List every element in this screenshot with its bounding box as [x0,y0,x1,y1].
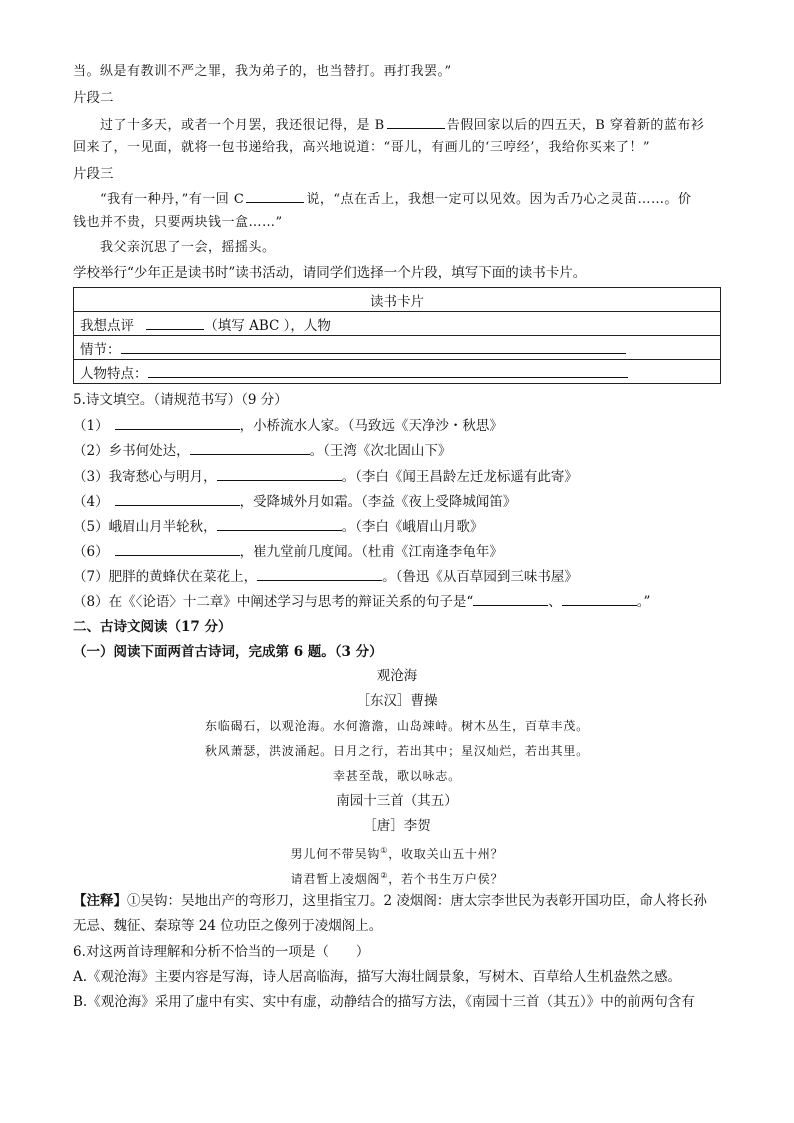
notes-line: 无忌、魏征、秦琼等 24 位功臣之像列于凌烟阁上。 [73,918,383,934]
segment-label: 片段二 [73,90,114,106]
card-choice-blank[interactable] [146,317,204,330]
card-plot-blank[interactable] [121,341,626,354]
answer-blank[interactable] [257,566,382,581]
section-2-title: 二、古诗文阅读（17 分） [73,619,232,635]
passage-line: 过了十多天，或者一个月罢，我还很记得，是 B 告假回家以后的四五天，B 穿着新的蓝布衫 [100,114,704,136]
question-5-title: 5.诗文填空。（请规范书写）（9 分） [73,392,288,408]
answer-blank[interactable] [562,591,637,606]
answer-blank[interactable] [115,491,240,506]
poem-1-title: 观沧海 [376,668,418,684]
passage-line: 回来了，一见面，就将一包书递给我，高兴地说道：“哥儿，有画儿的‘三哼经’，我给你买来了！” [73,140,651,155]
q5-item-6: （6） ，崔九堂前几度闻。（杜甫《江南逢李龟年》 [73,541,503,562]
passage-line: “我有一种丹，”有一回 C 说，“点在舌上，我想一定可以见效。因为舌乃心之灵苗……。价 [100,188,692,210]
q5-item-3: （3）我寄愁心与明月， 。（李白《闻王昌龄左迁龙标遥有此寄》 [73,466,578,487]
card-row-comment: 我想点评 （填写 ABC ），人物 [74,312,721,336]
poem-1-line: 东临碣石，以观沧海。水何澹澹，山岛竦峙。树木丛生，百草丰茂。 [204,719,589,733]
q5-item-4: （4） ，受降城外月如霜。（李益《夜上受降城闻笛》 [73,491,516,512]
answer-blank[interactable] [115,415,240,430]
q5-item-8: （8）在《〈论语〉十二章》中阐述学习与思考的辩证关系的句子是“ 、 。” [73,591,650,612]
card-traits-blank[interactable] [148,365,628,378]
poem-2-line: 男儿何不带吴钩①，收取关山五十州？ [290,846,504,861]
poem-2-line: 请君暂上凌烟阁②，若个书生万户侯？ [290,871,504,886]
notes-line: 【注释】①吴钩：吴地出产的弯形刀，这里指宝刀。2 凌烟阁：唐太宗李世民为表彰开国功臣，命人将长孙 [73,893,707,909]
answer-blank[interactable] [217,466,342,481]
poem-1-line: 秋风萧瑟，洪波涌起。日月之行，若出其中；星汉灿烂，若出其里。 [204,744,589,758]
passage-line: 我父亲沉思了一会，摇摇头。 [100,240,276,255]
answer-blank[interactable] [190,440,310,455]
answer-blank[interactable] [387,114,445,129]
q5-item-7: （7）肥胖的黄蜂伏在菜花上， 。（鲁迅《从百草园到三味书屋》 [73,566,578,587]
segment-label: 片段三 [73,166,114,182]
passage-line: 钱也并不贵，只要两块钱一盒……” [73,215,283,230]
poem-1-author: ［东汉］曹操 [356,693,438,709]
answer-blank[interactable] [246,188,304,203]
poem-1-line: 幸甚至哉，歌以咏志。 [332,769,461,783]
q5-item-1: （1） ，小桥流水人家。（马致远《天净沙・秋思》 [73,415,503,436]
poem-2-author: ［唐］李贺 [363,818,431,834]
answer-blank[interactable] [115,541,240,556]
card-row-traits: 人物特点： [74,360,721,384]
q5-item-2: （2）乡书何处达， 。（王湾《次北固山下》 [73,440,451,461]
card-row-plot: 情节： [74,336,721,360]
q6-option-b[interactable]: B.《观沧海》采用了虚中有实、实中有虚，动静结合的描写方法，《南园十三首（其五）》中的前两句含有 [73,994,695,1010]
passage-line: 当。纵是有教训不严之罪，我为弟子的，也当替打。再打我罢。” [73,64,452,79]
section-2-subtitle: （一）阅读下面两首古诗词，完成第 6 题。（3 分） [73,644,383,660]
q5-item-5: （5）峨眉山月半轮秋， 。（李白《峨眉山月歌》 [73,516,483,537]
q6-option-a[interactable]: A.《观沧海》主要内容是写海，诗人居高临海，描写大海壮阔景象，写树木、百草给人生机盎然之感。 [73,969,682,985]
answer-blank[interactable] [473,591,548,606]
poem-2-title: 南园十三首（其五） [336,793,458,809]
question-6-title: 6.对这两首诗理解和分析不恰当的一项是（ ） [73,944,370,960]
card-title: 读书卡片 [74,288,721,312]
answer-blank[interactable] [217,516,342,531]
reading-card-table [73,287,721,384]
card-instruction: 学校举行“少年正是读书时”读书活动，请同学们选择一个片段，填写下面的读书卡片。 [73,265,587,281]
